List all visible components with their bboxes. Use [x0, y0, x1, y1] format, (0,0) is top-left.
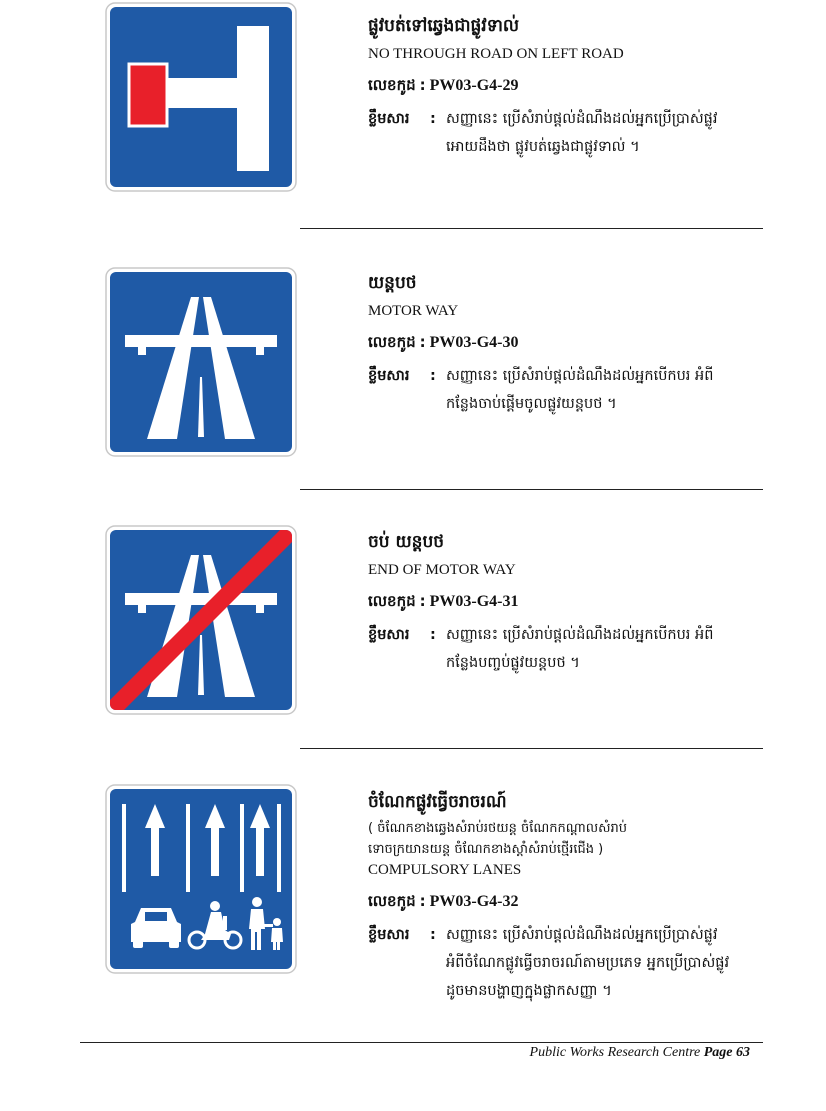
meaning-colon: : — [430, 627, 436, 643]
divider — [300, 228, 763, 229]
sign-title-km: ផ្លូវបត់ទៅឆ្វេងជាផ្លូវទាល់ — [368, 16, 520, 36]
code-value: PW03-G4-29 — [429, 77, 519, 94]
meaning-row — [368, 921, 788, 1005]
sign-title-en: END OF MOTOR WAY — [368, 562, 516, 578]
meaning-row — [368, 362, 788, 418]
code-label: លេខកូដ — [368, 333, 416, 351]
code-label: លេខកូដ — [368, 892, 416, 910]
meaning-label: ខ្លឹមសារ — [368, 368, 410, 384]
meaning-text — [446, 105, 776, 161]
code-colon: : — [419, 892, 426, 910]
entry-pw03-g4-32 — [368, 790, 788, 1005]
meaning-line: អោយដឹងថា ផ្លូវបត់ឆ្វេងជាផ្លូវទាល់ ។ — [446, 139, 640, 155]
code-colon: : — [419, 76, 426, 94]
meaning-text — [446, 921, 776, 1005]
sign-no-through-road-left — [105, 2, 297, 192]
sign-title-en: NO THROUGH ROAD ON LEFT ROAD — [368, 46, 624, 62]
meaning-line: សញ្ញានេះ ប្រើសំរាប់ផ្តល់ដំណឹងដល់អ្នកប្រើប្រាស់ផ្លូវ — [446, 927, 718, 943]
meaning-colon: : — [430, 368, 436, 384]
code-row — [368, 590, 788, 613]
meaning-line: សញ្ញានេះ ប្រើសំរាប់ផ្តល់ដំណឹងដល់អ្នកបើកបរ អំពី — [446, 627, 714, 643]
sign-subtitle: ទោចក្រយានយន្ត ចំណែកខាងស្តាំសំរាប់ថ្មើរជើង ) — [368, 842, 604, 857]
code-label: លេខកូដ — [368, 76, 416, 94]
code-row — [368, 890, 788, 913]
meaning-row — [368, 621, 788, 677]
meaning-label: ខ្លឹមសារ — [368, 627, 410, 643]
code-colon: : — [419, 592, 426, 610]
entry-pw03-g4-31 — [368, 530, 788, 677]
page-number: Page 63 — [703, 1045, 750, 1060]
meaning-label: ខ្លឹមសារ — [368, 111, 410, 127]
page-footer — [530, 1044, 750, 1062]
meaning-text — [446, 362, 776, 418]
sign-title-en: MOTOR WAY — [368, 303, 459, 319]
meaning-line: អំពីចំណែកផ្លូវធ្វើចរាចរណ៍តាមប្រភេទ អ្នកប្រើប្រាស់ផ្លូវ — [446, 955, 730, 971]
meaning-label: ខ្លឹមសារ — [368, 927, 410, 943]
meaning-colon: : — [430, 111, 436, 127]
code-value: PW03-G4-32 — [429, 893, 519, 910]
sign-end-of-motor-way — [105, 525, 297, 715]
sign-compulsory-lanes — [105, 784, 297, 974]
meaning-line: សញ្ញានេះ ប្រើសំរាប់ផ្តល់ដំណឹងដល់អ្នកបើកបរ អំពី — [446, 368, 714, 384]
meaning-line: ដូចមានបង្ហាញក្នុងផ្លាកសញ្ញា ។ — [446, 983, 612, 999]
sign-title-km: ចំណែកផ្លូវធ្វើចរាចរណ៍ — [368, 792, 507, 812]
meaning-row — [368, 105, 788, 161]
code-row — [368, 74, 788, 97]
code-colon: : — [419, 333, 426, 351]
divider — [300, 748, 763, 749]
code-value: PW03-G4-31 — [429, 593, 519, 610]
sign-motor-way — [105, 267, 297, 457]
footer-text: Public Works Research Centre — [529, 1045, 704, 1060]
footer-divider — [80, 1042, 763, 1043]
code-row — [368, 331, 788, 354]
entry-pw03-g4-30 — [368, 271, 788, 418]
meaning-line: កន្លែងចាប់ផ្តើមចូលផ្លូវយន្តបថ ។ — [446, 396, 617, 412]
sign-title-en: COMPULSORY LANES — [368, 862, 522, 878]
meaning-line: សញ្ញានេះ ប្រើសំរាប់ផ្តល់ដំណឹងដល់អ្នកប្រើប្រាស់ផ្លូវ — [446, 111, 718, 127]
sign-title-km: យន្តបថ — [368, 273, 417, 293]
code-value: PW03-G4-30 — [429, 334, 519, 351]
meaning-line: កន្លែងបញ្ចប់ផ្លូវយន្តបថ ។ — [446, 655, 580, 671]
divider — [300, 489, 763, 490]
sign-subtitle: ( ចំណែកខាងឆ្វេងសំរាប់រថយន្ត ចំណែកកណ្តាលសំរាប់ — [368, 821, 627, 836]
code-label: លេខកូដ — [368, 592, 416, 610]
meaning-colon: : — [430, 927, 436, 943]
meaning-text — [446, 621, 776, 677]
sign-title-km: ចប់ យន្តបថ — [368, 532, 445, 552]
entry-pw03-g4-29 — [368, 14, 788, 161]
